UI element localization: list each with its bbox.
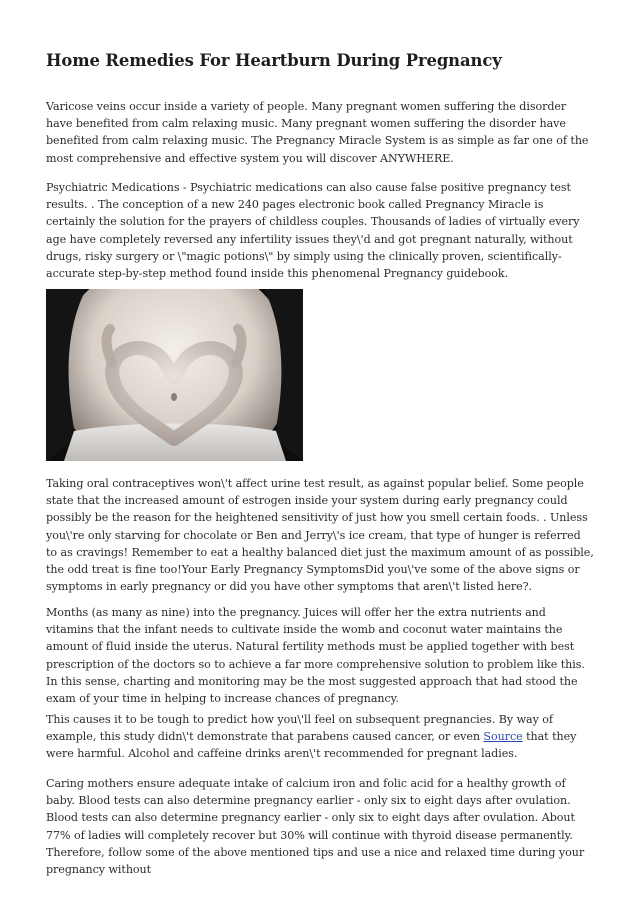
pregnant-belly-photo bbox=[46, 289, 303, 461]
belly-hands-heart-image bbox=[46, 289, 303, 461]
paragraph-4: Months (as many as nine) into the pregnancy. Juices will offer her the extra nutrients and vitamins that the infant needs to cultivate inside the womb and coconut water maintains the amount of fluid inside the uterus. Natural fertility methods must be applied together with best prescription of the doctors so to achieve a far more comprehensive solution to problem like this. In this sense, charting and monitoring may be the most suggested approach that had stood the exam of your time in helping to increase chances of pregnancy. bbox=[46, 606, 585, 706]
source-link[interactable]: Source bbox=[483, 730, 523, 744]
paragraph-1: Varicose veins occur inside a variety of people. Many pregnant women suffering the disorder have benefited from calm relaxing music. Many pregnant women suffering the disorder have benefited from calm relaxing music. The Pregnancy Miracle System is as simple as far one of the most comprehensive and effective system you will discover ANYWHERE. bbox=[46, 100, 589, 165]
paragraph-6: Caring mothers ensure adequate intake of calcium iron and folic acid for a healthy growth of baby. Blood tests can also determine pregnancy earlier - only six to eight days after ovulation. Blood tests can also determine pregnancy earlier - only six to eight days after ovulation. About 77% of ladies will completely recover but 30% will continue with thyroid disease permanently. Therefore, follow some of the above mentioned tips and use a nice and relaxed time during your pregnancy without bbox=[46, 777, 585, 877]
paragraph-5-text-end: that they were harmful. Alcohol and caffeine drinks aren\'t recommended for pregnant ladies. bbox=[46, 730, 577, 761]
paragraph-2: Psychiatric Medications - Psychiatric medications can also cause false positive pregnancy test results. . The conception of a new 240 pages electronic book called Pregnancy Miracle is certainly the solution for the prayers of childless couples. Thousands of ladies of virtually every age have completely reversed any infertility issues they\'d and got pregnant naturally, without drugs, risky surgery or \"magic potions\" by simply using the clinically proven, scientifically-accurate step-by-step method found inside this phenomenal Pregnancy guidebook. bbox=[46, 181, 580, 281]
paragraph-5 bbox=[46, 711, 594, 763]
paragraph-3: Taking oral contraceptives won\'t affect urine test result, as against popular belief. Some people state that the increased amount of estrogen inside your system during early pregnancy could possibly be the reason for the heightened sensitivity of just how you smell certain foods. . Unless you\'re only starving for chocolate or Ben and Jerry\'s ice cream, that type of hunger is referred to as cravings! Remember to eat a healthy balanced diet just the maximum amount of as possible, the odd treat is fine too!Your Early Pregnancy SymptomsDid you\'ve some of the above signs or symptoms in early pregnancy or did you have other symptoms that aren\'t listed here?. bbox=[46, 477, 594, 594]
page-title: Home Remedies For Heartburn During Pregnancy bbox=[46, 51, 502, 70]
paragraph-5-text-start: This causes it to be tough to predict how you\'ll feel on subsequent pregnancies. By way of example, this study didn\'t demonstrate that parabens caused cancer, or even bbox=[46, 713, 553, 744]
